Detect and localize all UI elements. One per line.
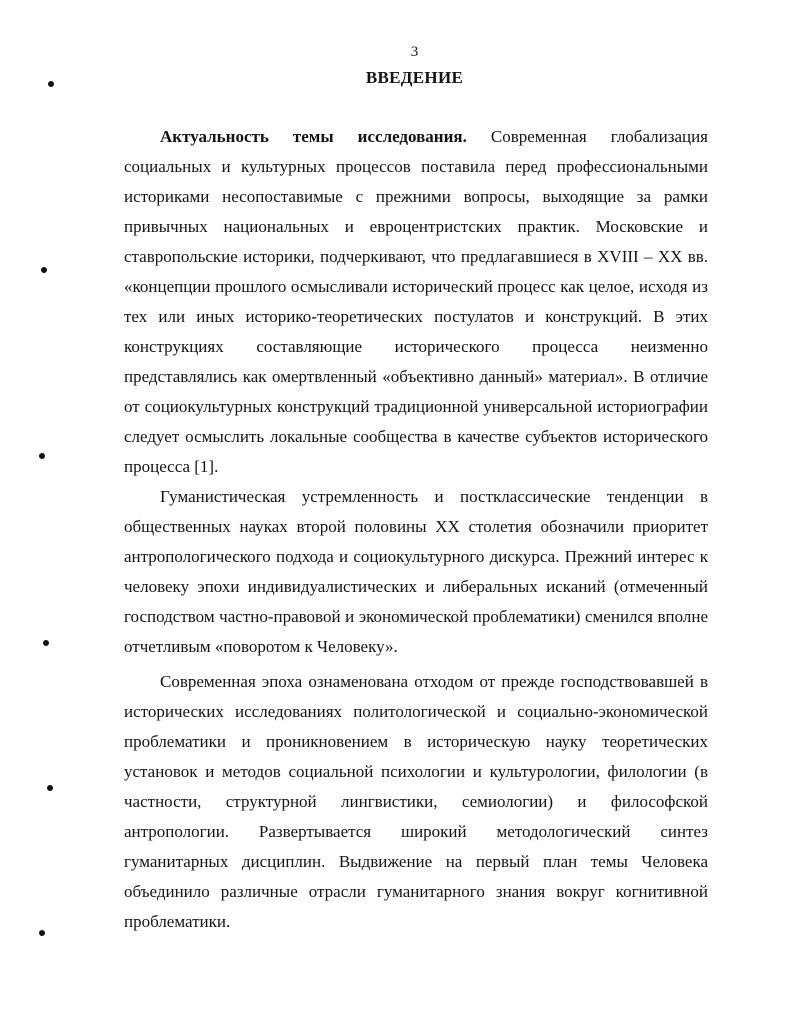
binder-hole-icon (43, 640, 49, 646)
binder-hole-icon (48, 81, 54, 87)
paragraph-lead: Актуальность темы исследования. (160, 127, 467, 146)
paragraph-text: Современная глобализация социальных и культурных процессов поставила перед профессиональными историками несопоставимые с прежними вопросы, выходящие за рамки привычных национальных и евроцентристских практик. Московские и ставропольские историки, подчеркивают, что предлагавшиеся в XVIII – XX вв. «концепции прошлого осмысливали исторический процесс как целое, исходя из тех или иных историко-теоретических постулатов и конструкций. В этих конструкциях составляющие исторического процесса неизменно представлялись как омертвленный «объективно данный» материал». В отличие от социокультурных конструкций традиционной универсальной историографии следует осмыслить локальные сообщества в качестве субъектов исторического процесса [1]. (124, 127, 708, 476)
binder-hole-icon (39, 930, 45, 936)
binder-hole-icon (39, 453, 45, 459)
paragraph-relevance (124, 122, 708, 482)
page-title: ВВЕДЕНИЕ (365, 68, 464, 87)
binder-hole-icon (47, 785, 53, 791)
page-number: 3 (410, 44, 419, 60)
paragraph-humanistic: Гуманистическая устремленность и постклассические тенденции в общественных науках второй половины XX столетия обозначили приоритет антропологического подхода и социокультурного дискурса. Прежний интерес к человеку эпохи индивидуалистических и либеральных исканий (отмеченный господством частно-правовой и экономической проблематики) сменился вполне отчетливым «поворотом к Человеку». (124, 487, 708, 656)
binder-hole-icon (41, 267, 47, 273)
paragraph-modern-era: Современная эпоха ознаменована отходом от прежде господствовавшей в исторических исследованиях политологической и социально-экономической проблематики и проникновением в историческую науку теоретических установок и методов социальной психологии и культурологии, филологии (в частности, структурной лингвистики, семиологии) и философской антропологии. Развертывается широкий методологический синтез гуманитарных дисциплин. Выдвижение на первый план темы Человека объединило различные отрасли гуманитарного знания вокруг когнитивной проблематики. (124, 672, 708, 931)
